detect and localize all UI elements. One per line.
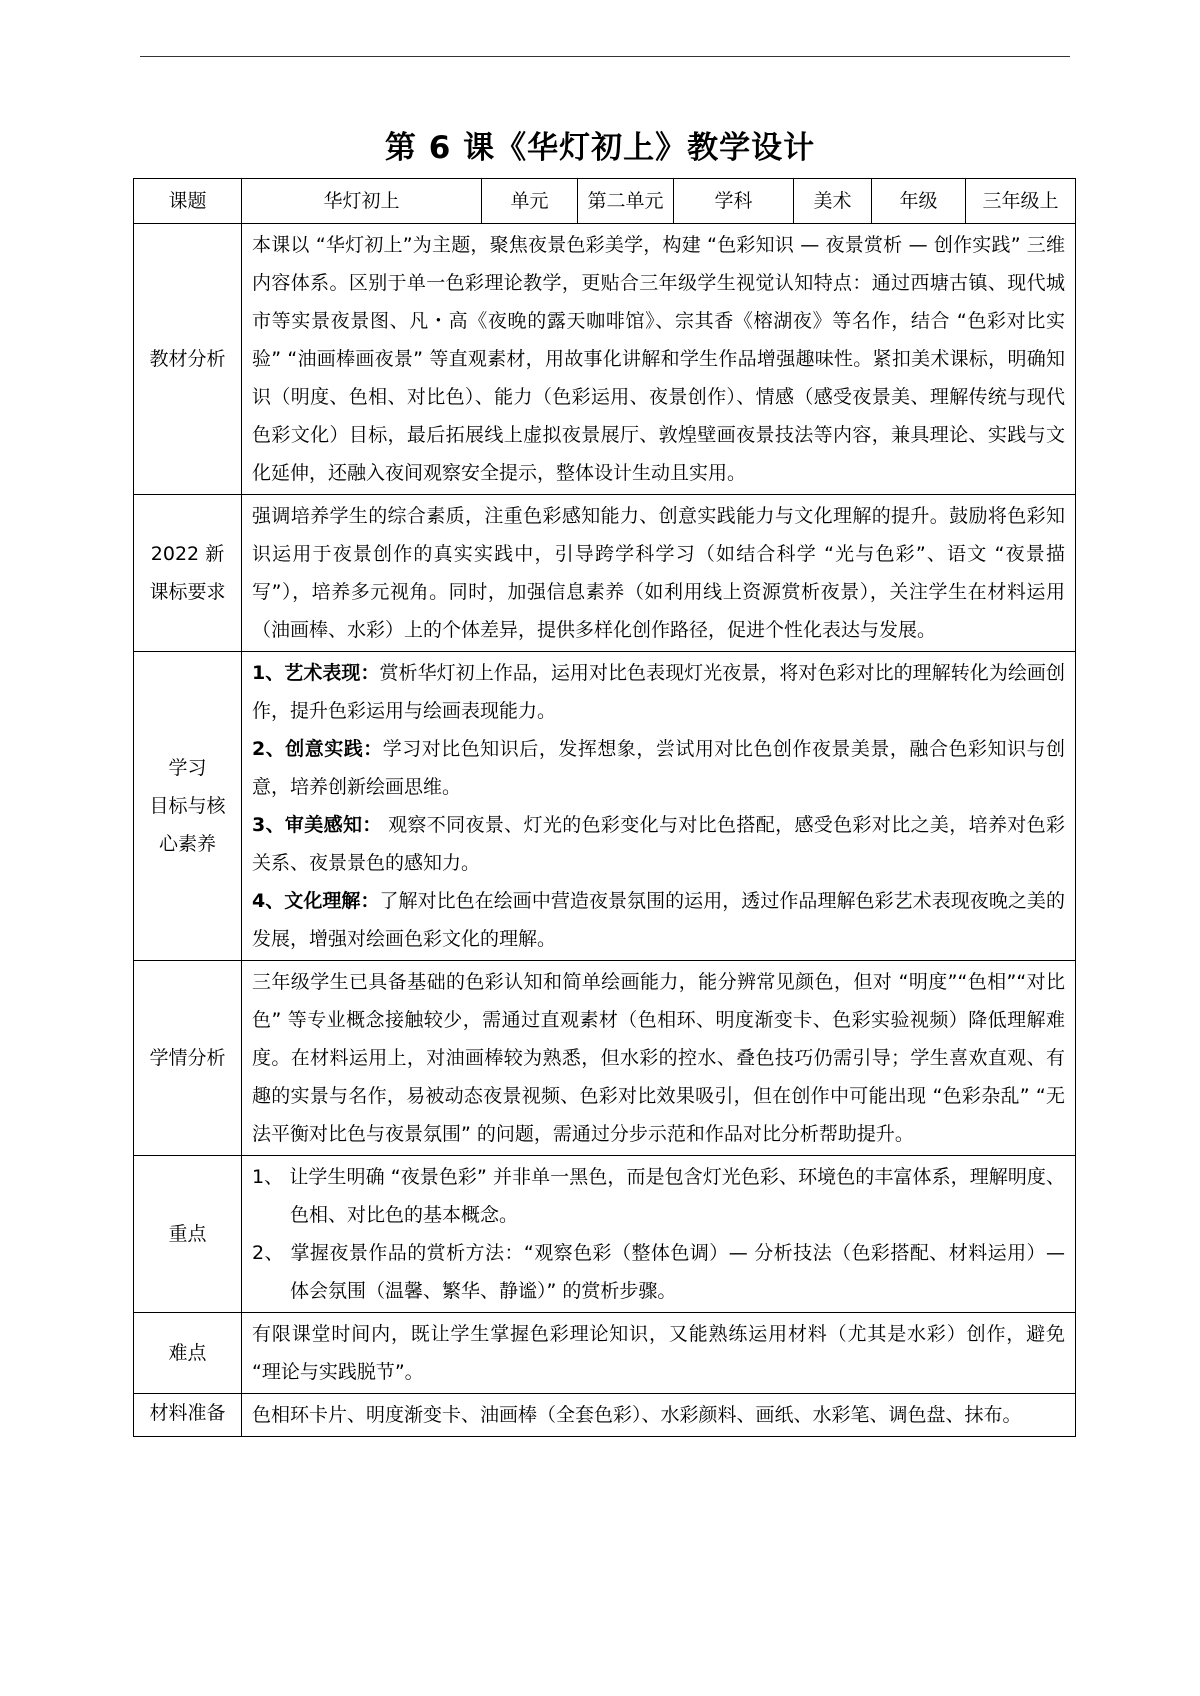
objective-key: 1、艺术表现： — [252, 662, 380, 684]
objective-key: 2、创意实践： — [252, 738, 383, 760]
learner-analysis-text: 三年级学生已具备基础的色彩认知和简单绘画能力，能分辨常见颜色，但对 “明度”“色相”“对比色” 等专业概念接触较少，需通过直观素材（色相环、明度渐变卡、色彩实验视频）降低理解难度。在材料运用上，对油画棒较为熟悉，但水彩的控水、叠色技巧仍需引导；学生喜欢直观、有趣的实景与名作，易被动态夜景视频、色彩对比效果吸引，但在创作中可能出现 “色彩杂乱” “无法平衡对比色与夜景氛围” 的问题，需通过分步示范和作品对比分析帮助提升。 — [242, 961, 1076, 1156]
difficulties-row — [134, 1313, 1076, 1394]
objective-key: 3、审美感知： — [252, 814, 382, 836]
learner-analysis-label: 学情分析 — [134, 961, 242, 1156]
grade-value: 三年级上 — [966, 179, 1076, 224]
unit-value: 第二单元 — [578, 179, 674, 224]
objectives-label-line2: 目标与核 — [149, 795, 226, 817]
header-row — [134, 179, 1076, 224]
textbook-analysis-text: 本课以 “华灯初上”为主题，聚焦夜景色彩美学，构建 “色彩知识 — 夜景赏析 — 创作实践” 三维内容体系。区别于单一色彩理论教学，更贴合三年级学生视觉认知特点：通过西塘古镇、现代城市等实景夜景图、凡・高《夜晚的露天咖啡馆》、宗其香《榕湖夜》等名作，结合 “色彩对比实验” “油画棒画夜景” 等直观素材，用故事化讲解和学生作品增强趣味性。紧扣美术课标，明确知识（明度、色相、对比色）、能力（色彩运用、夜景创作）、情感（感受夜景美、理解传统与现代色彩文化）目标，最后拓展线上虚拟夜景展厅、敦煌壁画夜景技法等内容，兼具理论、实践与文化延伸，还融入夜间观察安全提示，整体设计生动且实用。 — [242, 224, 1076, 495]
difficulties-text: 有限课堂时间内，既让学生掌握色彩理论知识，又能熟练运用材料（尤其是水彩）创作，避免 “理论与实践脱节”。 — [242, 1313, 1076, 1394]
key-points-row — [134, 1156, 1076, 1313]
curriculum-standard-text: 强调培养学生的综合素质，注重色彩感知能力、创意实践能力与文化理解的提升。鼓励将色彩知识运用于夜景创作的真实实践中，引导跨学科学习（如结合科学 “光与色彩”、语文 “夜景描写”），培养多元视角。同时，加强信息素养（如利用线上资源赏析夜景），关注学生在材料运用（油画棒、水彩）上的个体差异，提供多样化创作路径，促进个性化表达与发展。 — [242, 495, 1076, 652]
key-point-item: 2、 掌握夜景作品的赏析方法：“观察色彩（整体色调）— 分析技法（色彩搭配、材料运用）— 体会氛围（温馨、繁华、静谧）” 的赏析步骤。 — [252, 1242, 1065, 1302]
objective-item — [252, 654, 1065, 730]
objective-item — [252, 882, 1065, 958]
objectives-row — [134, 652, 1076, 961]
key-points-content — [242, 1156, 1076, 1313]
objectives-content — [242, 652, 1076, 961]
objective-text: 观察不同夜景、灯光的色彩变化与对比色搭配，感受色彩对比之美，培养对色彩关系、夜景景色的感知力。 — [252, 814, 1065, 874]
curriculum-standard-label-line2: 课标要求 — [149, 581, 226, 603]
objective-item — [252, 806, 1065, 882]
key-point-item: 1、 让学生明确 “夜景色彩” 并非单一黑色，而是包含灯光色彩、环境色的丰富体系，理解明度、色相、对比色的基本概念。 — [252, 1166, 1065, 1226]
lesson-plan-table — [133, 178, 1076, 1437]
objective-text: 赏析华灯初上作品，运用对比色表现灯光夜景，将对色彩对比的理解转化为绘画创作，提升色彩运用与绘画表现能力。 — [252, 662, 1065, 722]
topic-label: 课题 — [134, 179, 242, 224]
learner-analysis-row — [134, 961, 1076, 1156]
curriculum-standard-label-line1: 2022 新 — [150, 543, 225, 565]
textbook-analysis-row — [134, 224, 1076, 495]
unit-label: 单元 — [482, 179, 578, 224]
curriculum-standard-label — [134, 495, 242, 652]
textbook-analysis-label: 教材分析 — [134, 224, 242, 495]
materials-row — [134, 1394, 1076, 1437]
grade-label: 年级 — [872, 179, 966, 224]
header-rule — [140, 56, 1070, 57]
objectives-label — [134, 652, 242, 961]
objective-key: 4、文化理解： — [252, 890, 380, 912]
objectives-label-line3: 心素养 — [158, 833, 216, 855]
objective-text: 了解对比色在绘画中营造夜景氛围的运用，透过作品理解色彩艺术表现夜晚之美的发展，增强对绘画色彩文化的理解。 — [252, 890, 1065, 950]
materials-label: 材料准备 — [134, 1394, 242, 1437]
key-points-label: 重点 — [134, 1156, 242, 1313]
difficulties-label: 难点 — [134, 1313, 242, 1394]
subject-value: 美术 — [794, 179, 872, 224]
objectives-label-line1: 学习 — [168, 757, 207, 779]
objective-text: 学习对比色知识后，发挥想象，尝试用对比色创作夜景美景，融合色彩知识与创意，培养创新绘画思维。 — [252, 738, 1065, 798]
materials-text: 色相环卡片、明度渐变卡、油画棒（全套色彩）、水彩颜料、画纸、水彩笔、调色盘、抹布。 — [242, 1394, 1076, 1437]
page-title: 第 6 课《华灯初上》教学设计 — [384, 130, 816, 166]
subject-label: 学科 — [674, 179, 794, 224]
curriculum-standard-row — [134, 495, 1076, 652]
topic-value: 华灯初上 — [242, 179, 482, 224]
objective-item — [252, 730, 1065, 806]
